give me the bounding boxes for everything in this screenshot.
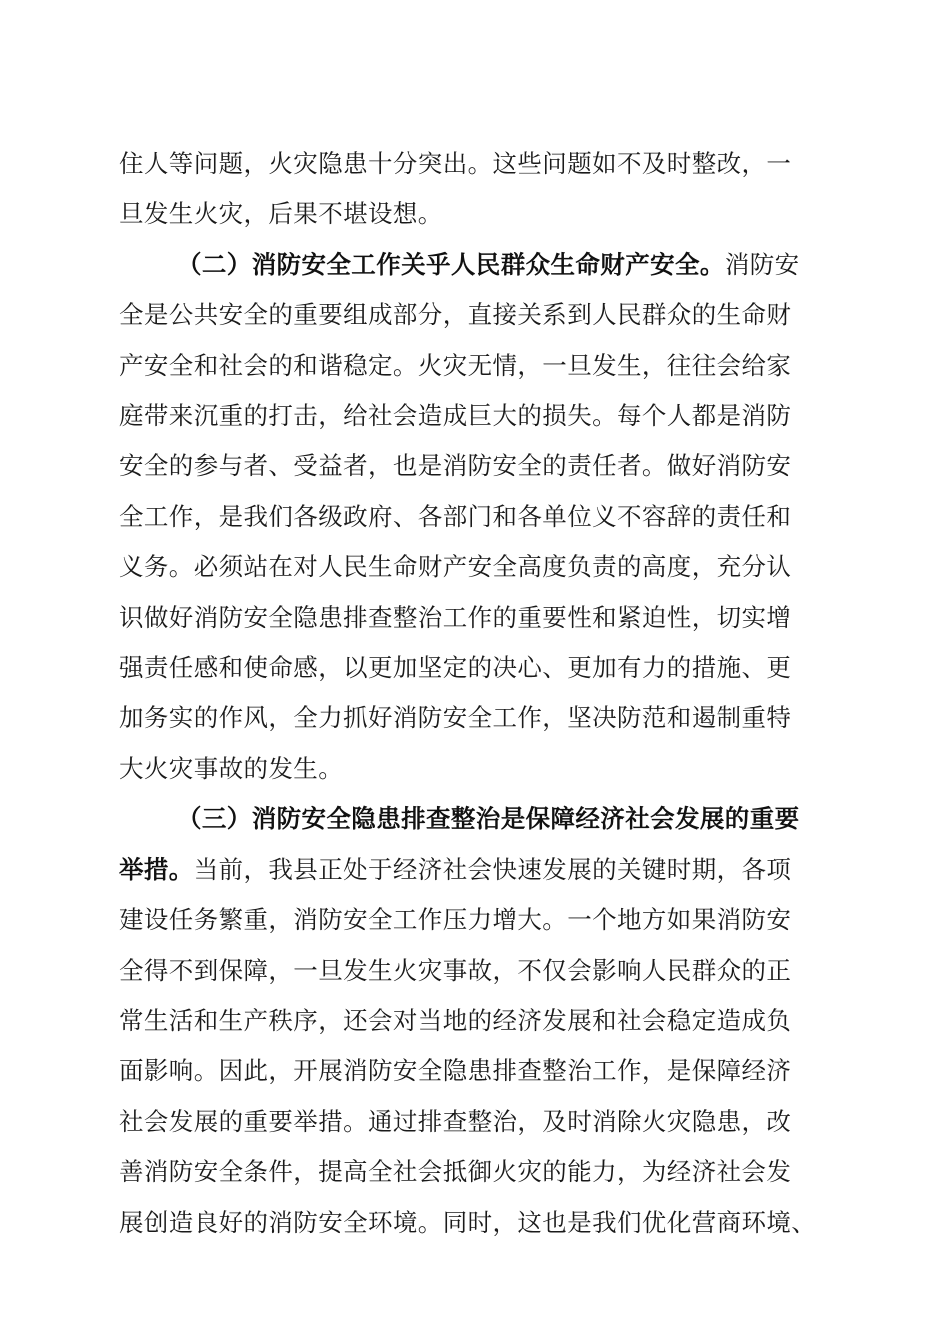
text-line: 强责任感和使命感，以更加坚定的决心、更加有力的措施、更 — [119, 653, 792, 683]
text-line: 产安全和社会的和谐稳定。火灾无情，一旦发生，往往会给家 — [119, 350, 792, 380]
paragraph-3 — [119, 794, 831, 1248]
text-line — [119, 845, 831, 895]
text-line: 面影响。因此，开展消防安全隐患排查整治工作，是保障经济 — [119, 1056, 792, 1086]
paragraph-continuation — [119, 139, 831, 240]
text-line: 识做好消防安全隐患排查整治工作的重要性和紧迫性，切实增 — [119, 602, 792, 632]
text-line: 加务实的作风，全力抓好消防安全工作，坚决防范和遏制重特 — [119, 703, 792, 733]
paragraph-2 — [119, 240, 831, 794]
text-line: 全得不到保障，一旦发生火灾事故，不仅会影响人民群众的正 — [119, 955, 792, 985]
text-line: 安全的参与者、受益者，也是消防安全的责任者。做好消防安 — [119, 451, 792, 481]
text-line: 善消防安全条件，提高全社会抵御火灾的能力，为经济社会发 — [119, 1157, 792, 1187]
text-line: 社会发展的重要举措。通过排查整治，及时消除火灾隐患，改 — [119, 1106, 792, 1136]
text-line: 旦发生火灾，后果不堪设想。 — [119, 199, 443, 229]
text-line: 常生活和生产秩序，还会对当地的经济发展和社会稳定造成负 — [119, 1005, 792, 1035]
text-line: 庭带来沉重的打击，给社会造成巨大的损失。每个人都是消防 — [119, 401, 792, 431]
section-heading-3: （三）消防安全隐患排查整治是保障经济社会发展的重要 — [177, 804, 800, 834]
text-line: 大火灾事故的发生。 — [119, 753, 344, 783]
text-fragment: 消防安 — [724, 249, 800, 279]
text-line: 展创造良好的消防安全环境。同时，这也是我们优化营商环境、 — [119, 1207, 817, 1237]
text-line — [119, 240, 831, 290]
text-line: 建设任务繁重，消防安全工作压力增大。一个地方如果消防安 — [119, 905, 792, 935]
document-body — [119, 139, 831, 1248]
section-heading-3-end: 举措。 — [119, 854, 194, 884]
text-line: 住人等问题，火灾隐患十分突出。这些问题如不及时整改，一 — [119, 149, 792, 178]
text-line: 全工作，是我们各级政府、各部门和各单位义不容辞的责任和 — [119, 501, 792, 531]
text-line: 全是公共安全的重要组成部分，直接关系到人民群众的生命财 — [119, 300, 792, 330]
text-line: 义务。必须站在对人民生命财产安全高度负责的高度，充分认 — [119, 552, 792, 582]
text-fragment: 当前，我县正处于经济社会快速发展的关键时期，各项 — [193, 854, 792, 884]
section-heading-2: （二）消防安全工作关乎人民群众生命财产安全。 — [177, 249, 725, 279]
